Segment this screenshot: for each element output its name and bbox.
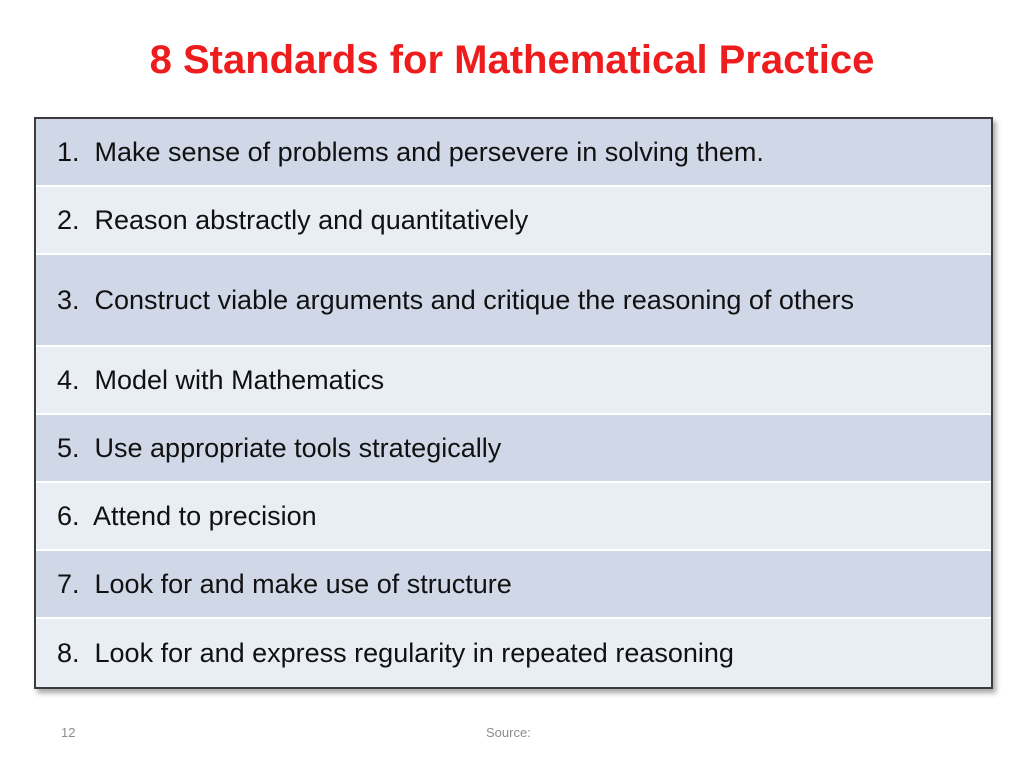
standard-row-4: 4. Model with Mathematics xyxy=(36,347,991,415)
slide-title: 8 Standards for Mathematical Practice xyxy=(149,38,875,82)
slide-number: 12 xyxy=(61,725,76,740)
standards-table xyxy=(34,117,993,689)
standard-row-5: 5. Use appropriate tools strategically xyxy=(36,415,991,483)
standard-row-8: 8. Look for and express regularity in repeated reasoning xyxy=(36,619,991,687)
standard-row-3: 3. Construct viable arguments and critique the reasoning of others xyxy=(36,255,991,347)
source-note: Source: xyxy=(486,725,531,740)
standard-row-6: 6. Attend to precision xyxy=(36,483,991,551)
standard-row-1: 1. Make sense of problems and persevere in solving them. xyxy=(36,119,991,187)
standard-row-7: 7. Look for and make use of structure xyxy=(36,551,991,619)
standard-row-2: 2. Reason abstractly and quantitatively xyxy=(36,187,991,255)
